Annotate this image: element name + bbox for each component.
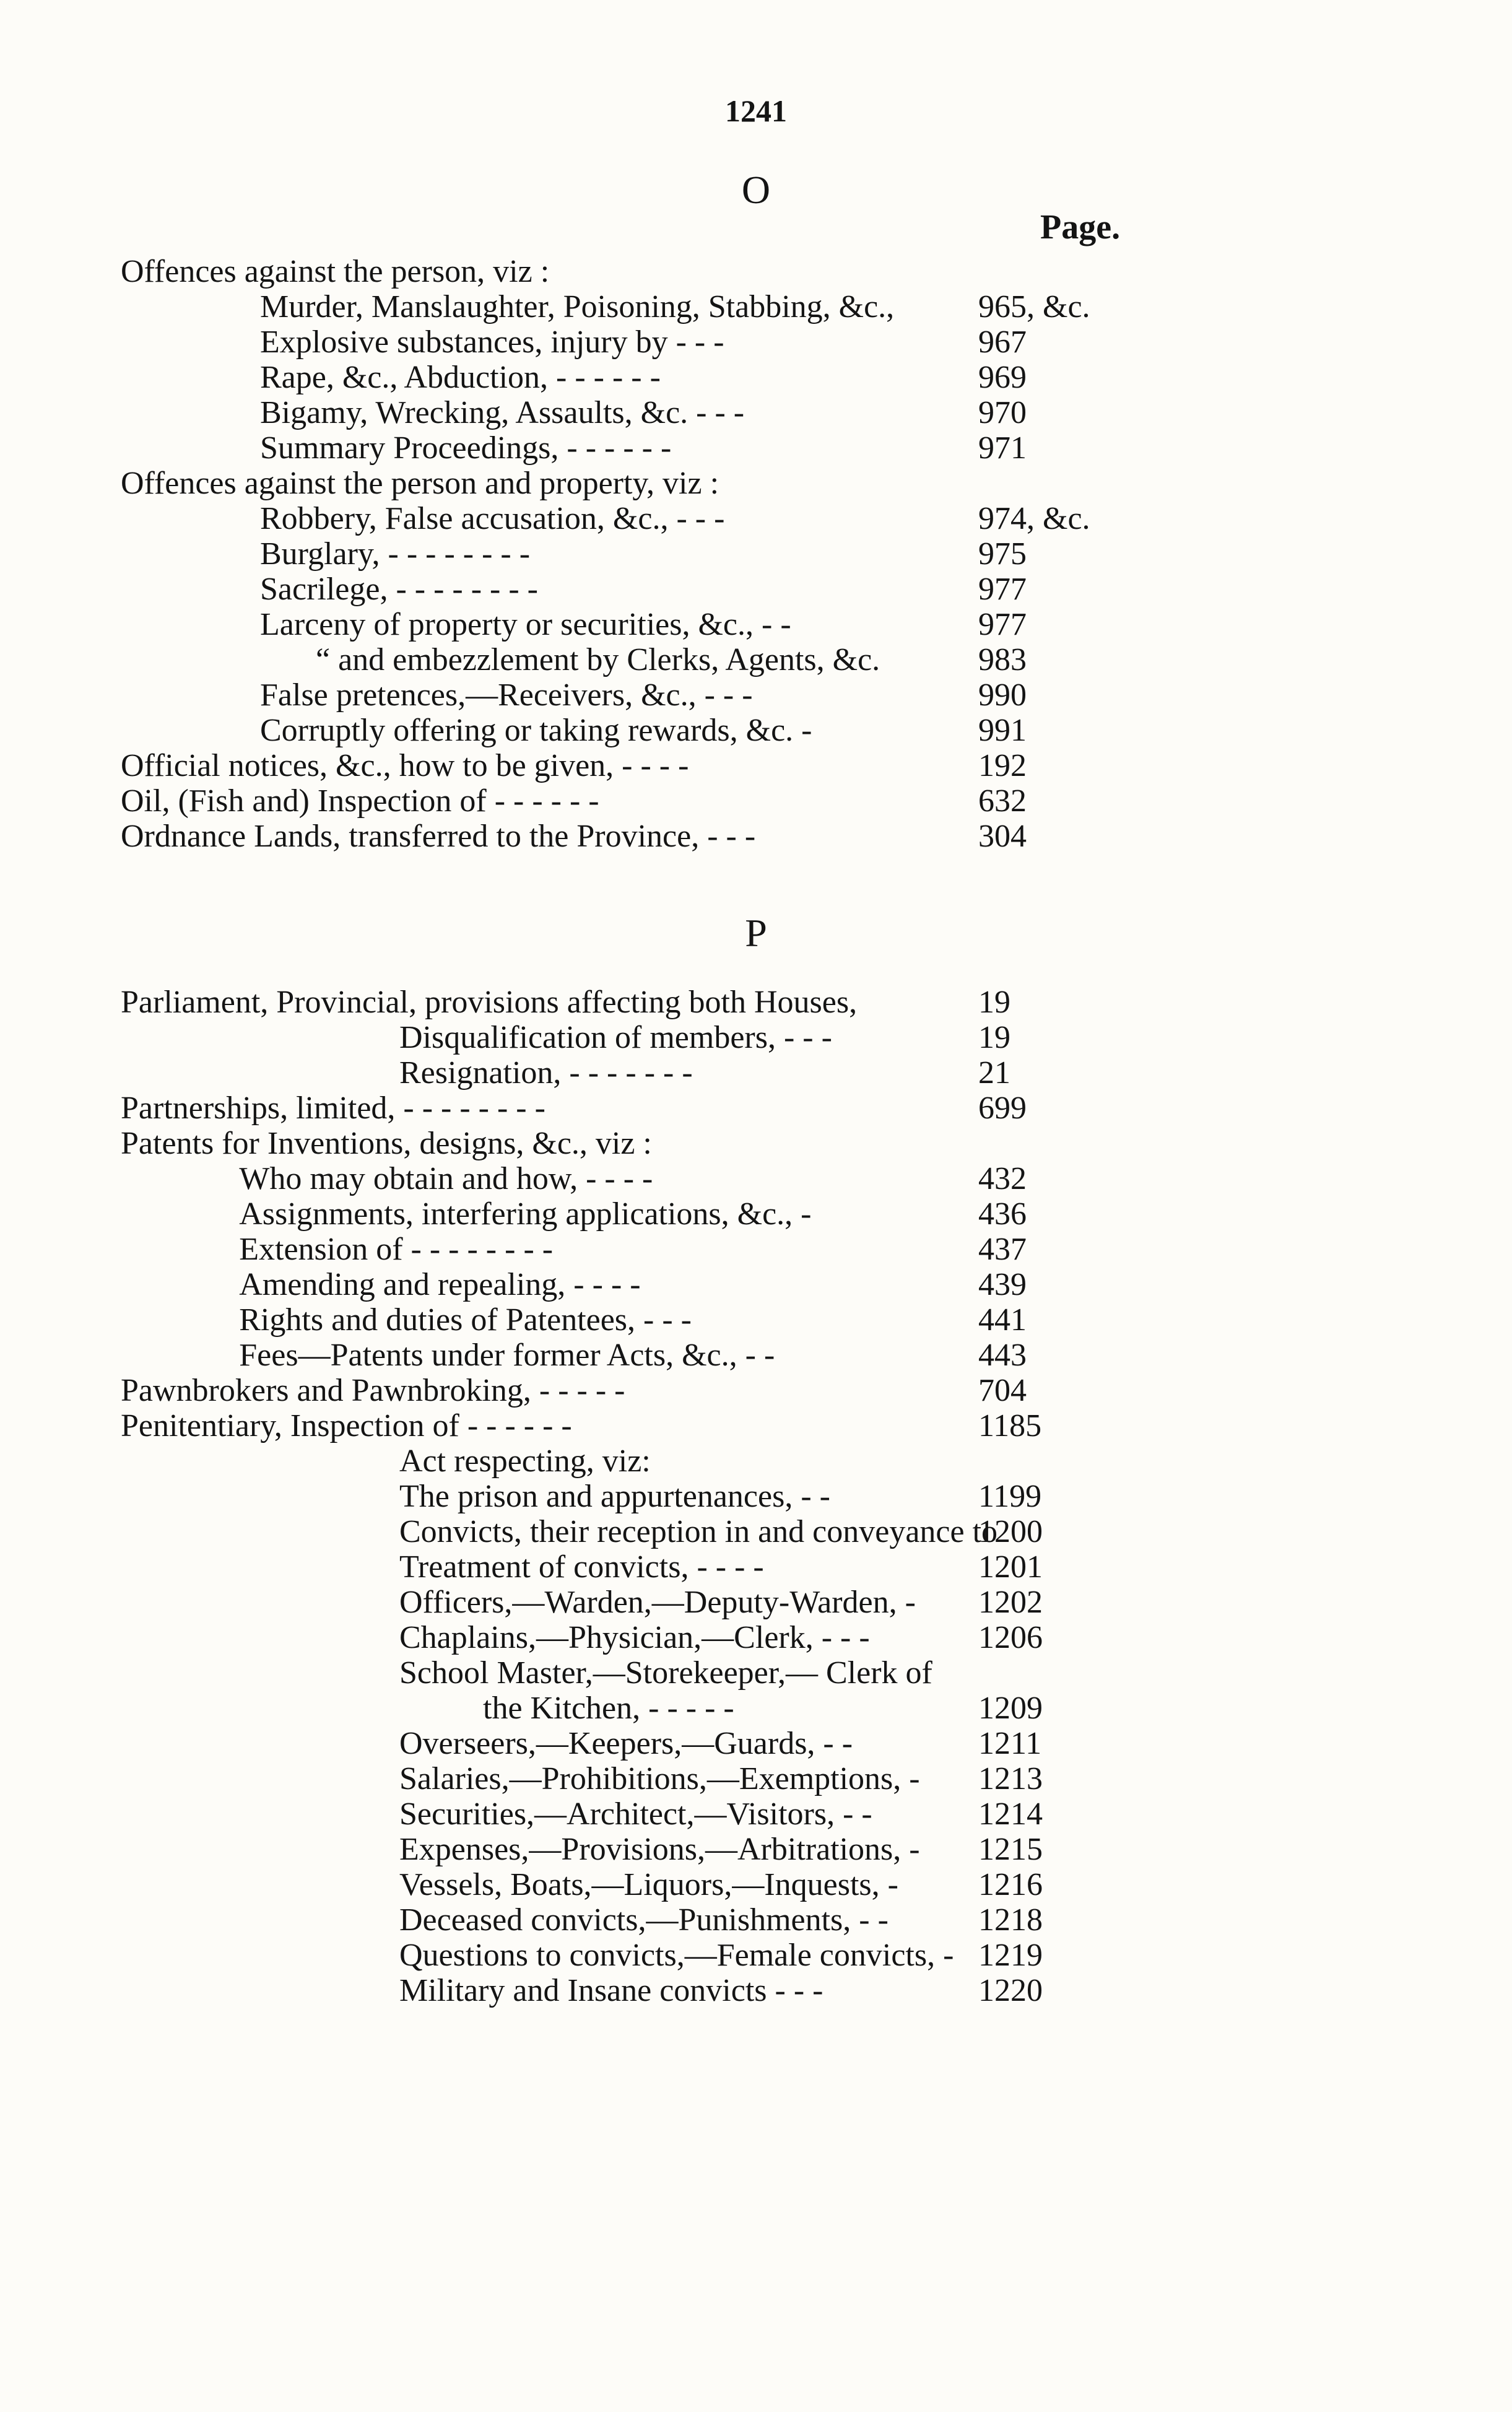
- index-entry-text: Explosive substances, injury by - - -: [260, 324, 724, 360]
- index-entry-text: Salaries,—Prohibitions,—Exemptions, -: [399, 1761, 920, 1796]
- index-entry-page: 704: [978, 1373, 1027, 1408]
- index-entry: [0, 1973, 1512, 2009]
- index-entry-page: 977: [978, 607, 1027, 642]
- index-entry-page: 1209: [978, 1691, 1043, 1726]
- index-entry-text: Penitentiary, Inspection of - - - - - -: [121, 1408, 572, 1443]
- index-entry-text: Overseers,—Keepers,—Guards, - -: [399, 1726, 853, 1761]
- index-entry-text: Bigamy, Wrecking, Assaults, &c. - - -: [260, 395, 745, 430]
- index-entry-page: 971: [978, 430, 1027, 466]
- index-entry: [0, 289, 1512, 325]
- index-entry-text: Deceased convicts,—Punishments, - -: [399, 1902, 889, 1938]
- index-entry-text: Amending and repealing, - - - -: [239, 1267, 641, 1302]
- index-entry-page: 632: [978, 783, 1027, 819]
- index-entry-text: Act respecting, viz:: [399, 1443, 651, 1479]
- index-entry-text: Securities,—Architect,—Visitors, - -: [399, 1796, 872, 1832]
- index-entry: [0, 748, 1512, 784]
- index-entry: [0, 572, 1512, 607]
- index-entry-page: 436: [978, 1196, 1027, 1232]
- index-entry: [0, 430, 1512, 466]
- index-entry-page: 304: [978, 819, 1027, 854]
- index-entry-page: 19: [978, 985, 1010, 1020]
- index-entry-text: False pretences,—Receivers, &c., - - -: [260, 677, 753, 713]
- index-entry-text: Questions to convicts,—Female convicts, -: [399, 1938, 954, 1973]
- index-entry-text: Resignation, - - - - - - -: [399, 1055, 693, 1091]
- index-entry-text: Murder, Manslaughter, Poisoning, Stabbing, &c.,: [260, 289, 895, 324]
- index-entry: [0, 677, 1512, 713]
- index-entry-text: The prison and appurtenances, - -: [399, 1479, 830, 1514]
- index-entry-text: Pawnbrokers and Pawnbroking, - - - - -: [121, 1373, 625, 1408]
- index-entry-text: Convicts, their reception in and conveyance to: [399, 1514, 998, 1549]
- index-entry-text: the Kitchen, - - - - -: [483, 1691, 734, 1726]
- index-entry-page: 1216: [978, 1867, 1043, 1902]
- index-entry-text: Corruptly offering or taking rewards, &c. -: [260, 713, 812, 748]
- index-entry-page: 1200: [978, 1514, 1043, 1549]
- index-entry: [0, 1338, 1512, 1374]
- index-entry-text: Extension of - - - - - - - -: [239, 1232, 554, 1267]
- index-entry: [0, 1020, 1512, 1056]
- index-entry: [0, 1796, 1512, 1832]
- index-entry-page: 699: [978, 1091, 1027, 1126]
- index-entry-page: 1199: [978, 1479, 1042, 1514]
- index-entry-text: Rape, &c., Abduction, - - - - - -: [260, 360, 661, 395]
- index-entry-text: School Master,—Storekeeper,— Clerk of: [399, 1655, 932, 1691]
- index-entry-page: 1211: [978, 1726, 1042, 1761]
- index-entry-text: Disqualification of members, - - -: [399, 1020, 832, 1055]
- index-entry: [0, 1867, 1512, 1903]
- index-entry: [0, 1549, 1512, 1585]
- index-entry-page: 965, &c.: [978, 289, 1090, 324]
- index-entry: [0, 324, 1512, 360]
- index-entry: [0, 1620, 1512, 1656]
- index-entry: [0, 1091, 1512, 1126]
- index-entry-text: Larceny of property or securities, &c., - -: [260, 607, 791, 642]
- index-entry: [0, 254, 1512, 290]
- index-entry: [0, 985, 1512, 1021]
- index-entry-text: Ordnance Lands, transferred to the Province, - - -: [121, 819, 756, 854]
- index-entry: [0, 1055, 1512, 1091]
- index-entry: [0, 1302, 1512, 1338]
- index-entry-page: 441: [978, 1302, 1027, 1338]
- index-entry-page: 977: [978, 572, 1027, 607]
- index-entry: [0, 536, 1512, 572]
- index-entry: [0, 1196, 1512, 1232]
- index-entry: [0, 1832, 1512, 1868]
- index-entry-page: 432: [978, 1161, 1027, 1196]
- index-entry-text: Summary Proceedings, - - - - - -: [260, 430, 672, 466]
- index-entry-text: Robbery, False accusation, &c., - - -: [260, 501, 725, 536]
- index-entry: [0, 1514, 1512, 1550]
- column-header-page: Page.: [1040, 208, 1121, 246]
- index-entry-page: 437: [978, 1232, 1027, 1267]
- index-entry-page: 970: [978, 395, 1027, 430]
- index-entry-text: Officers,—Warden,—Deputy-Warden, -: [399, 1585, 916, 1620]
- index-entry-page: 1185: [978, 1408, 1042, 1443]
- index-entry-page: 1219: [978, 1938, 1043, 1973]
- index-entry-page: 21: [978, 1055, 1010, 1091]
- index-entry-page: 192: [978, 748, 1027, 783]
- index-entry-page: 19: [978, 1020, 1010, 1055]
- index-entry-page: 1220: [978, 1973, 1043, 2008]
- index-entry-page: 990: [978, 677, 1027, 713]
- index-entry: [0, 1655, 1512, 1691]
- index-entry-text: Sacrilege, - - - - - - - -: [260, 572, 538, 607]
- index-entry-text: Parliament, Provincial, provisions affecting both Houses,: [121, 985, 858, 1020]
- index-entry-page: 1201: [978, 1549, 1043, 1585]
- index-entry-text: Offences against the person and property, viz :: [121, 466, 719, 501]
- index-entry-text: Fees—Patents under former Acts, &c., - -: [239, 1338, 775, 1373]
- index-entry-text: “ and embezzlement by Clerks, Agents, &c.: [316, 642, 880, 677]
- index-entry: [0, 1902, 1512, 1938]
- section-letter-p: P: [745, 911, 767, 955]
- index-entry-text: Partnerships, limited, - - - - - - - -: [121, 1091, 545, 1126]
- index-entry-text: Military and Insane convicts - - -: [399, 1973, 823, 2008]
- index-entry: [0, 1691, 1512, 1726]
- index-entry-page: 1218: [978, 1902, 1043, 1938]
- index-entry-text: Chaplains,—Physician,—Clerk, - - -: [399, 1620, 870, 1655]
- index-entry: [0, 1267, 1512, 1303]
- index-entry-text: Oil, (Fish and) Inspection of - - - - - -: [121, 783, 599, 819]
- index-entry: [0, 1161, 1512, 1197]
- index-entry-page: 969: [978, 360, 1027, 395]
- index-entry: [0, 1585, 1512, 1621]
- index-entry: [0, 360, 1512, 396]
- index-entry-page: 1206: [978, 1620, 1043, 1655]
- index-entry-text: Expenses,—Provisions,—Arbitrations, -: [399, 1832, 920, 1867]
- index-entry: [0, 395, 1512, 431]
- index-entry: [0, 1479, 1512, 1515]
- index-entry: [0, 783, 1512, 819]
- index-entry: [0, 501, 1512, 537]
- index-entry: [0, 1726, 1512, 1762]
- index-entry: [0, 642, 1512, 678]
- page-number: 1241: [725, 94, 787, 128]
- index-entry-page: 991: [978, 713, 1027, 748]
- index-entry: [0, 1126, 1512, 1162]
- index-entry-page: 967: [978, 324, 1027, 360]
- index-entry-text: Assignments, interfering applications, &c., -: [239, 1196, 812, 1232]
- index-entry-text: Official notices, &c., how to be given, - - - -: [121, 748, 689, 783]
- index-entry-page: 1214: [978, 1796, 1043, 1832]
- index-entry: [0, 466, 1512, 502]
- index-entry-page: 975: [978, 536, 1027, 572]
- index-entry: [0, 1373, 1512, 1409]
- index-entry: [0, 1232, 1512, 1268]
- index-entry-page: 974, &c.: [978, 501, 1090, 536]
- index-entry: [0, 713, 1512, 749]
- index-entry: [0, 1443, 1512, 1479]
- index-entry: [0, 1938, 1512, 1974]
- index-entry-text: Treatment of convicts, - - - -: [399, 1549, 764, 1585]
- index-entry-text: Patents for Inventions, designs, &c., viz :: [121, 1126, 652, 1161]
- index-entry-page: 443: [978, 1338, 1027, 1373]
- index-entry: [0, 1408, 1512, 1444]
- index-entry: [0, 1761, 1512, 1797]
- index-entry-text: Burglary, - - - - - - - -: [260, 536, 531, 572]
- index-entry-page: 983: [978, 642, 1027, 677]
- section-letter-o: O: [741, 168, 771, 212]
- index-entry-text: Who may obtain and how, - - - -: [239, 1161, 653, 1196]
- index-entry-text: Offences against the person, viz :: [121, 254, 550, 289]
- index-entry-text: Vessels, Boats,—Liquors,—Inquests, -: [399, 1867, 898, 1902]
- index-entry: [0, 819, 1512, 855]
- index-entry-page: 1215: [978, 1832, 1043, 1867]
- index-entry: [0, 607, 1512, 643]
- index-entry-page: 439: [978, 1267, 1027, 1302]
- index-entry-page: 1213: [978, 1761, 1043, 1796]
- index-entry-text: Rights and duties of Patentees, - - -: [239, 1302, 692, 1338]
- index-entry-page: 1202: [978, 1585, 1043, 1620]
